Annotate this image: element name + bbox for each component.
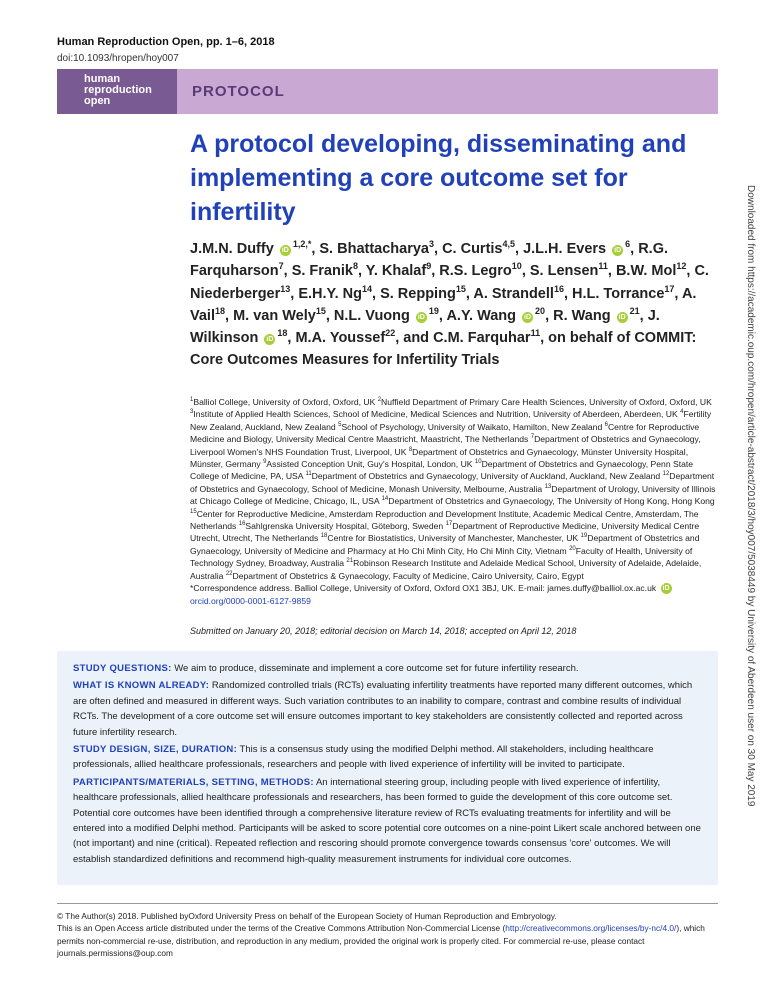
author-name: R.S. Legro xyxy=(439,263,512,280)
orcid-icon[interactable]: iD xyxy=(614,247,622,254)
copyright: © The Author(s) 2018. Published byOxford University Press on behalf of the European Society of Human Reproduction and Embryology. xyxy=(57,911,557,921)
author-name: H.L. Torrance xyxy=(572,285,665,302)
abstract-paragraph xyxy=(73,775,703,867)
author-separator: , xyxy=(438,307,447,324)
author-name: C. Curtis xyxy=(442,241,503,257)
orcid-icon[interactable]: iD xyxy=(266,336,274,344)
license-link[interactable]: http://creativecommons.org/licenses/by-nc/4.0/ xyxy=(505,923,677,934)
author-name: Y. Khalaf xyxy=(365,263,427,280)
abstract-text: Randomized controlled trials (RCTs) evaluating infertility treatments have reported many different outcomes, which are often defined and measured in different ways. Such variation contributes to an inability to compare, contrast and combine results of individual RCTs. The development of a core outcome set will ensure outcomes important to key stakeholders are consistently collected and reported across future infertility research. xyxy=(73,680,693,738)
abstract-box xyxy=(57,651,718,885)
author-affiliation: 9 xyxy=(426,261,432,272)
affiliation-number: 16 xyxy=(238,521,246,528)
author-separator: , xyxy=(515,241,524,257)
abstract-text: We aim to produce, disseminate and implement a core outcome set for future infertility research. xyxy=(171,663,579,674)
affiliation-text: Institute of Applied Health Sciences, School of Medicine, Medical Sciences and Nutrition, University of Aberdeen, Aberdeen, UK xyxy=(193,409,681,420)
author-affiliation: 22 xyxy=(385,328,396,339)
author-name: M.A. Youssef xyxy=(295,330,386,347)
orcid-icon[interactable]: iD xyxy=(281,247,289,254)
affiliation-text: Balliol College, University of Oxford, Oxford, UK xyxy=(193,397,378,407)
affiliation-text: Department of Obstetrics and Gynaecology, University of Auckland, Auckland, New Zealand xyxy=(311,471,663,482)
author-name: A.Y. Wang xyxy=(446,307,517,324)
author-separator: , xyxy=(431,263,440,280)
journal-band xyxy=(57,69,718,114)
affiliation-text: Assisted Conception Unit, Guy's Hospital, London, UK xyxy=(266,459,475,470)
affiliation-number: 15 xyxy=(190,508,197,515)
orcid-icon[interactable]: iD xyxy=(662,585,670,592)
affiliation-number: 13 xyxy=(544,483,552,490)
author-separator: , xyxy=(357,263,366,280)
affiliation-number: 11 xyxy=(305,471,312,478)
author-affiliation: 11 xyxy=(530,328,541,339)
author-affiliation: 19 xyxy=(428,306,439,317)
affiliation-number: 9 xyxy=(263,459,267,466)
logo-line: reproduction xyxy=(84,84,152,96)
author-name: N.L. Vuong xyxy=(333,307,410,324)
affiliation-number: 6 xyxy=(604,421,608,428)
running-head: Human Reproduction Open, pp. 1–6, 2018 xyxy=(57,36,275,48)
affiliation-number: 8 xyxy=(408,446,413,453)
author-name: S. Franik xyxy=(291,263,353,280)
doi: doi:10.1093/hropen/hoy007 xyxy=(57,53,179,64)
author-separator: , xyxy=(521,263,530,280)
affiliation-text: Center for Reproductive Medicine, Amsterdam Reproduction and Development Institute, Academic Medical Centre, Amsterdam, The Netherlands xyxy=(190,508,699,532)
affiliation-text: Centre for Reproductive Medicine and Biology, University Medical Centre Maastricht, Maastricht, The Netherlands xyxy=(190,421,700,445)
author-affiliation: 17 xyxy=(664,283,675,294)
author-affiliation: 20 xyxy=(535,306,546,317)
affiliation-text: Fertility New Zealand, Auckland, New Zealand xyxy=(190,409,712,432)
author-separator: , xyxy=(290,285,299,302)
affiliation-text: Nuffield Department of Primary Care Health Sciences, University of Oxford, Oxford, UK xyxy=(381,397,712,407)
affiliation-text: Department of Obstetrics and Gynaecology, Münster University Hospital, Münster, Germany xyxy=(190,446,689,470)
author-list xyxy=(190,238,720,372)
author-affiliation: 11 xyxy=(598,261,608,272)
orcid-link[interactable]: orcid.org/0000-0001-6127-9859 xyxy=(190,595,311,606)
affiliation-text: Department of Obstetrics and Gynaecology, University of Medicine and Pharmacy at Ho Chi Minh City, Ho Chi Minh City, Vietnam xyxy=(190,533,700,556)
affiliation-text: Department of Reproductive Medicine, University Medical Centre Utrecht, Utrecht, The Netherlands xyxy=(190,521,700,544)
author-name: S. Bhattacharya xyxy=(319,241,429,257)
author-separator: , xyxy=(311,241,320,257)
abstract-paragraph xyxy=(73,742,703,773)
author-separator: , xyxy=(686,263,695,280)
license-text-end: ), which permits non-commercial re-use, distribution, and reproduction in any medium, provided the original work is properly cited. For commercial re-use, please contact journals.permissions@oup.com xyxy=(57,923,705,959)
affiliation-text: Faculty of Health, University of Technology Sydney, Broadway, Australia xyxy=(190,545,693,569)
logo-line: open xyxy=(84,95,111,107)
author-affiliation: 7 xyxy=(278,261,284,272)
author-separator: , xyxy=(639,307,648,324)
author-affiliation: 12 xyxy=(676,261,687,272)
author-separator: , on behalf of COMMIT: Core Outcomes Measures for Infertility Trials xyxy=(190,330,697,369)
section-label: PROTOCOL xyxy=(192,83,285,100)
author-affiliation: 1,2,* xyxy=(292,239,312,250)
author-separator: , xyxy=(545,307,554,324)
author-affiliation: 3 xyxy=(429,239,435,250)
affiliation-text: Department of Urology, University of Illinois at Chicago College of Medicine, Chicago, IL, USA xyxy=(190,483,716,507)
author-name: E.H.Y. Ng xyxy=(298,285,362,302)
affiliation-number: 1 xyxy=(190,397,194,404)
author-name: R.G. Farquharson xyxy=(190,241,669,280)
author-name: C.M. Farquhar xyxy=(433,330,531,347)
affiliation-number: 5 xyxy=(338,421,342,428)
author-separator: , xyxy=(325,307,334,324)
author-affiliation: 18 xyxy=(277,328,288,339)
download-notice xyxy=(738,185,762,807)
author-affiliation: 4,5 xyxy=(502,239,516,250)
orcid-icon[interactable]: iD xyxy=(417,313,425,321)
author-name: C. Niederberger xyxy=(190,263,709,302)
author-separator: , xyxy=(674,285,682,302)
affiliation-number: 2 xyxy=(377,397,382,404)
abstract-heading: PARTICIPANTS/MATERIALS, SETTING, METHODS: xyxy=(73,776,314,788)
affiliation-text: Centre for Biostatistics, University of Manchester, Manchester, UK xyxy=(327,533,581,544)
author-separator: , xyxy=(225,307,234,324)
affiliation-number: 7 xyxy=(530,434,535,441)
affiliation-text: Department of Obstetrics & Gynaecology, Faculty of Medicine, Cairo University, Cairo, Egypt xyxy=(232,570,584,581)
footer-divider xyxy=(57,903,718,904)
affiliation-number: 3 xyxy=(190,409,194,416)
author-separator: , and xyxy=(395,330,434,347)
author-name: A. Strandell xyxy=(473,285,554,302)
affiliation-number: 10 xyxy=(474,459,482,466)
affiliation-text: Robinson Research Institute and Adelaide Medical School, University of Adelaide, Adelaide, Australia xyxy=(190,558,702,581)
author-name: J. Wilkinson xyxy=(190,307,660,347)
affiliations xyxy=(190,396,720,582)
abstract-text: An international steering group, including people with lived experience of infertility, healthcare professionals, allied healthcare professionals and researchers, has been formed to guide the development of this core outcome set. Potential core outcomes have been identified through a comprehensive literature review of RCTs evaluating treatments for infertility and will be entered into a modified Delphi method. Participants will be asked to score potential core outcomes on a nine-point Likert scale anchored between one (not important) and nine (critical). Repeated reflection and rescoring should promote convergence towards consensus 'core' outcomes. We will establish standardized definitions and recommend high-quality measurement instruments for individual core outcomes. xyxy=(73,776,701,865)
affiliation-number: 21 xyxy=(346,558,354,565)
abstract-heading: WHAT IS KNOWN ALREADY: xyxy=(73,680,210,692)
author-separator: , xyxy=(607,263,616,280)
author-affiliation: 8 xyxy=(352,261,358,272)
abstract-text: This is a consensus study using the modified Delphi method. All stakeholders, including healthcare professionals, allied healthcare professionals, researchers and people with lived experience of infertility will be invited to participate. xyxy=(73,744,654,771)
author-affiliation: 6 xyxy=(625,239,631,250)
abstract-heading: STUDY DESIGN, SIZE, DURATION: xyxy=(73,744,238,756)
author-affiliation: 15 xyxy=(455,283,466,294)
affiliation-number: 12 xyxy=(662,471,670,478)
author-name: A. Vail xyxy=(190,285,697,324)
author-name: J.M.N. Duffy xyxy=(190,241,274,257)
author-name: M. van Wely xyxy=(233,307,316,324)
affiliation-number: 18 xyxy=(320,533,328,540)
author-affiliation: 10 xyxy=(511,261,522,272)
abstract-heading: STUDY QUESTIONS: xyxy=(73,663,172,674)
author-separator: , xyxy=(287,330,296,347)
affiliation-number: 19 xyxy=(580,533,588,540)
affiliation-number: 22 xyxy=(225,570,233,577)
author-affiliation: 15 xyxy=(315,306,326,317)
orcid-icon[interactable]: iD xyxy=(618,313,626,321)
affiliation-number: 20 xyxy=(569,546,576,553)
affiliation-text: Sahlgrenska University Hospital, Göteborg, Sweden xyxy=(245,521,446,532)
author-name: S. Lensen xyxy=(529,263,599,280)
affiliation-text: Department of Obstetrics and Gynaecology, The University of Hong Kong, Hong Kong xyxy=(388,496,715,507)
correspondence xyxy=(190,582,715,608)
section-box xyxy=(177,69,718,114)
author-separator: , xyxy=(563,285,573,302)
affiliation-number: 17 xyxy=(445,521,453,528)
submission-dates: Submitted on January 20, 2018; editorial decision on March 14, 2018; accepted on April 12, 2018 xyxy=(190,626,577,636)
orcid-icon[interactable]: iD xyxy=(524,313,532,321)
abstract-paragraph xyxy=(73,678,703,740)
author-separator: , xyxy=(630,241,639,257)
author-name: B.W. Mol xyxy=(615,263,677,280)
author-separator: , xyxy=(465,285,474,302)
author-name: R. Wang xyxy=(553,307,611,324)
author-affiliation: 16 xyxy=(553,283,564,294)
affiliation-text: Department of Obstetrics and Gynaecology, Penn State College of Medicine, PA, USA xyxy=(190,459,694,482)
author-separator: , xyxy=(434,241,443,257)
author-affiliation: 21 xyxy=(629,306,640,317)
correspondence-text: *Correspondence address. Balliol College, University of Oxford, Oxford OX1 3BJ, UK. E-mail: james.duffy@balliol.ox.ac.uk xyxy=(190,583,657,593)
affiliation-text: School of Psychology, University of Waikato, Hamilton, New Zealand xyxy=(341,421,605,432)
affiliation-text: Department of Obstetrics and Gynaecology, Liverpool Women's NHS Foundation Trust, Liverpool, UK xyxy=(190,434,701,457)
logo-line: human xyxy=(84,73,121,85)
author-affiliation: 18 xyxy=(215,306,226,317)
abstract-paragraph xyxy=(73,661,703,676)
article-title: A protocol developing, disseminating and implementing a core outcome set for infertility xyxy=(190,130,687,226)
journal-logo xyxy=(57,69,177,114)
footer xyxy=(57,910,718,960)
author-name: J.L.H. Evers xyxy=(523,241,607,257)
author-separator: , xyxy=(283,263,292,280)
author-separator: , xyxy=(372,285,381,302)
author-affiliation: 14 xyxy=(362,283,373,294)
license-text: This is an Open Access article distributed under the terms of the Creative Commons Attribution Non-Commercial License ( xyxy=(57,923,506,934)
affiliation-number: 14 xyxy=(381,496,389,503)
author-name: S. Repping xyxy=(380,285,456,302)
affiliation-number: 4 xyxy=(680,409,684,416)
author-affiliation: 13 xyxy=(280,283,291,294)
affiliation-text: Department of Obstetrics and Gynaecology, School of Medicine, Monash University, Melbourne, Australia xyxy=(190,471,715,494)
download-notice-text: Downloaded from https://academic.oup.com/hropen/article-abstract/2018/3/hoy007/5038449 by University of Aberdeen user on 30 May 2019 xyxy=(745,185,756,807)
